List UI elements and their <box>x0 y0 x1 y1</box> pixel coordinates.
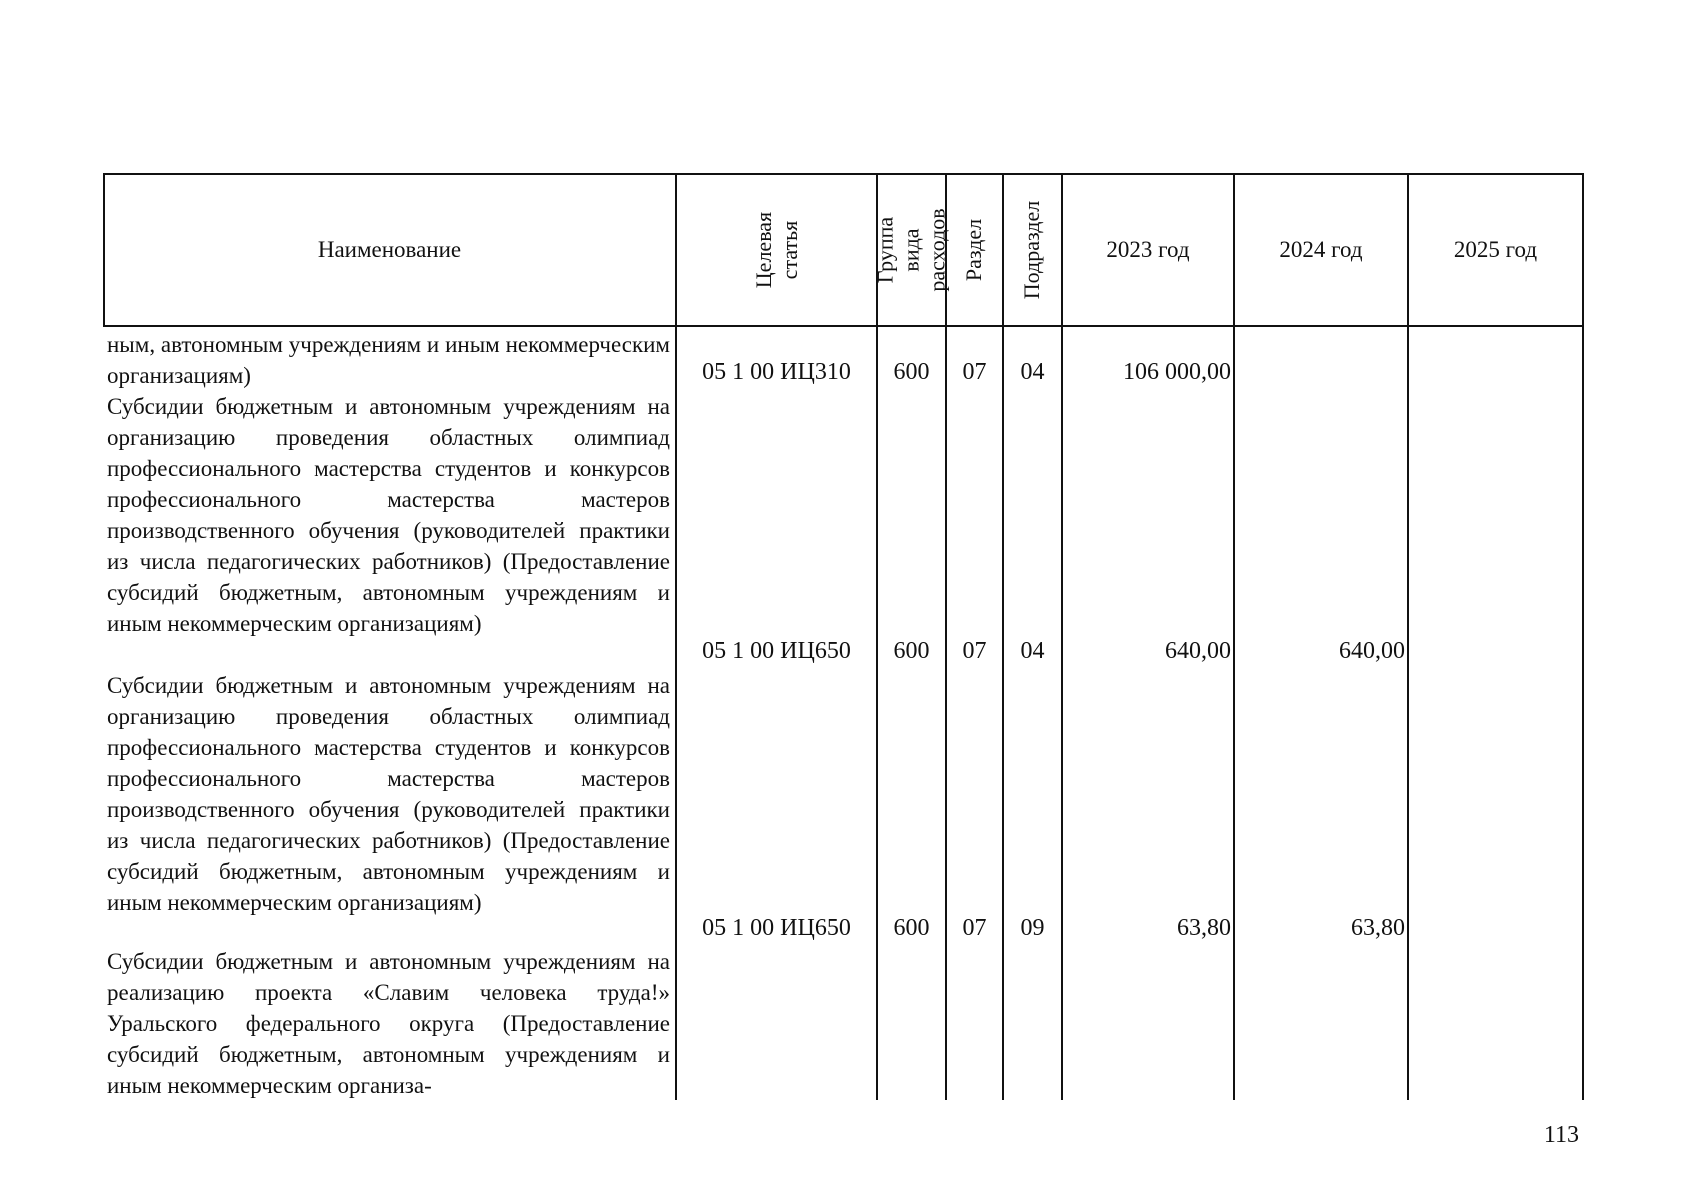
row-2-subsection: 04 <box>1020 638 1045 664</box>
row-1-2023: 106 000,00 <box>1123 359 1231 385</box>
row-3-subsection: 09 <box>1020 915 1045 941</box>
col-border-8 <box>1582 173 1584 1100</box>
row-1-section: 07 <box>962 359 987 385</box>
header-name: Наименование <box>317 237 462 262</box>
header-bottom-border <box>103 325 1584 327</box>
row-1-subsection: 04 <box>1020 359 1045 385</box>
row-1-name: ным, автономным учреждениям и иным некоммерческим организациям) <box>107 332 670 388</box>
page-number: 113 <box>1543 1122 1579 1148</box>
header-expense-group: Группа вида расходов <box>872 208 950 292</box>
row-3-article: 05 1 00 ИЦ650 <box>702 915 851 941</box>
header-2025: 2025 год <box>1453 237 1538 262</box>
row-2-2024: 640,00 <box>1339 638 1405 664</box>
header-section: Раздел <box>961 218 987 282</box>
row-4-name: Субсидии бюджетным и автономным учреждениям на реализацию проекта «Славим человека труда!» Уральского федерального округа (Предоставление субсидий бюджетным, автономным учреждениям и иным некоммерческим организа- <box>107 949 670 1098</box>
row-1-group: 600 <box>893 359 930 385</box>
row-3-section: 07 <box>962 915 987 941</box>
row-3-2023: 63,80 <box>1177 915 1231 941</box>
header-subsection: Подраздел <box>1019 200 1045 300</box>
row-2-article: 05 1 00 ИЦ650 <box>702 638 851 664</box>
row-3-name: Субсидии бюджетным и автономным учреждениям на организацию проведения областных олимпиад профессионального мастерства студентов и конкурсов профессионального мастерства мастеров производственного обучения (руководителей практики из числа педагогических работников) (Предоставление субсидий бюджетным, автономным учреждениям и иным некоммерческим организациям) <box>107 673 670 915</box>
row-3-2024: 63,80 <box>1351 915 1405 941</box>
header-target-article: Целевая статья <box>750 211 802 289</box>
header-2023: 2023 год <box>1106 237 1190 262</box>
row-2-group: 600 <box>893 638 930 664</box>
row-2-2023: 640,00 <box>1165 638 1231 664</box>
row-1-article: 05 1 00 ИЦ310 <box>702 359 851 385</box>
row-2-name: Субсидии бюджетным и автономным учреждениям на организацию проведения областных олимпиад профессионального мастерства студентов и конкурсов профессионального мастерства мастеров производственного обучения (руководителей практики из числа педагогических работников) (Предоставление субсидий бюджетным, автономным учреждениям и иным некоммерческим организациям) <box>107 394 670 636</box>
row-3-group: 600 <box>893 915 930 941</box>
header-2024: 2024 год <box>1279 237 1363 262</box>
row-2-section: 07 <box>962 638 987 664</box>
